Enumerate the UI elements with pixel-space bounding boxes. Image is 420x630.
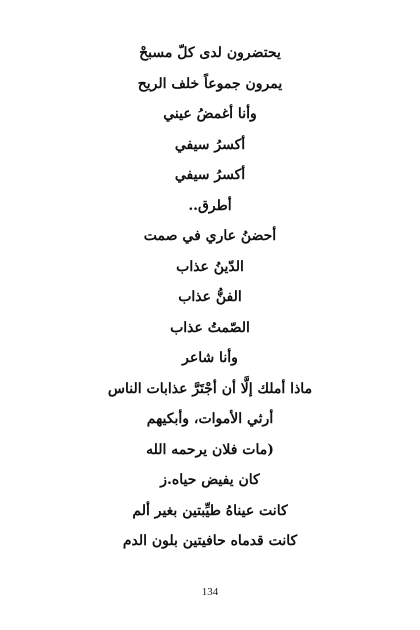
poem-line-1: يحتضرون لدى كلّ مسبحْ	[139, 45, 281, 61]
poem-line-14: (مات فلان يرحمه الله	[146, 441, 274, 458]
poem-line-5: أكسرُ سيفي	[174, 167, 246, 183]
poem-line-17: كانت قدماه حافيتين بلون الدم	[122, 533, 298, 549]
poem-line-3: وأنا أغمضُ عيني	[163, 106, 257, 122]
poem-line-7: أحضنُ عاري في صمت	[143, 228, 277, 244]
poem-line-2: يمرون جموعاً خلف الريح	[137, 75, 283, 92]
poem-line-9: الفنُّ عذاب	[178, 289, 242, 305]
poem-line-16: كانت عيناهُ طيِّبتين بغير ألم	[132, 502, 288, 519]
poem-body	[0, 38, 420, 557]
poem-line-6: أطرق..	[188, 197, 232, 214]
page-number: 134	[201, 586, 219, 598]
poem-line-12: ماذا أملك إلَّا أن أجْتَرَّ عذابات الناس	[107, 380, 313, 397]
poem-line-13: أرثي الأموات، وأبكيهم	[146, 411, 274, 427]
poem-line-15: كان يفيض حياه.ز	[160, 472, 260, 488]
poem-line-11: وأنا شاعر	[182, 350, 238, 366]
poem-line-4: أكسرُ سيفي	[174, 136, 246, 153]
poem-line-8: الدّينُ عذاب	[176, 258, 244, 275]
poem-line-10: الصّمتُ عذاب	[170, 319, 250, 336]
